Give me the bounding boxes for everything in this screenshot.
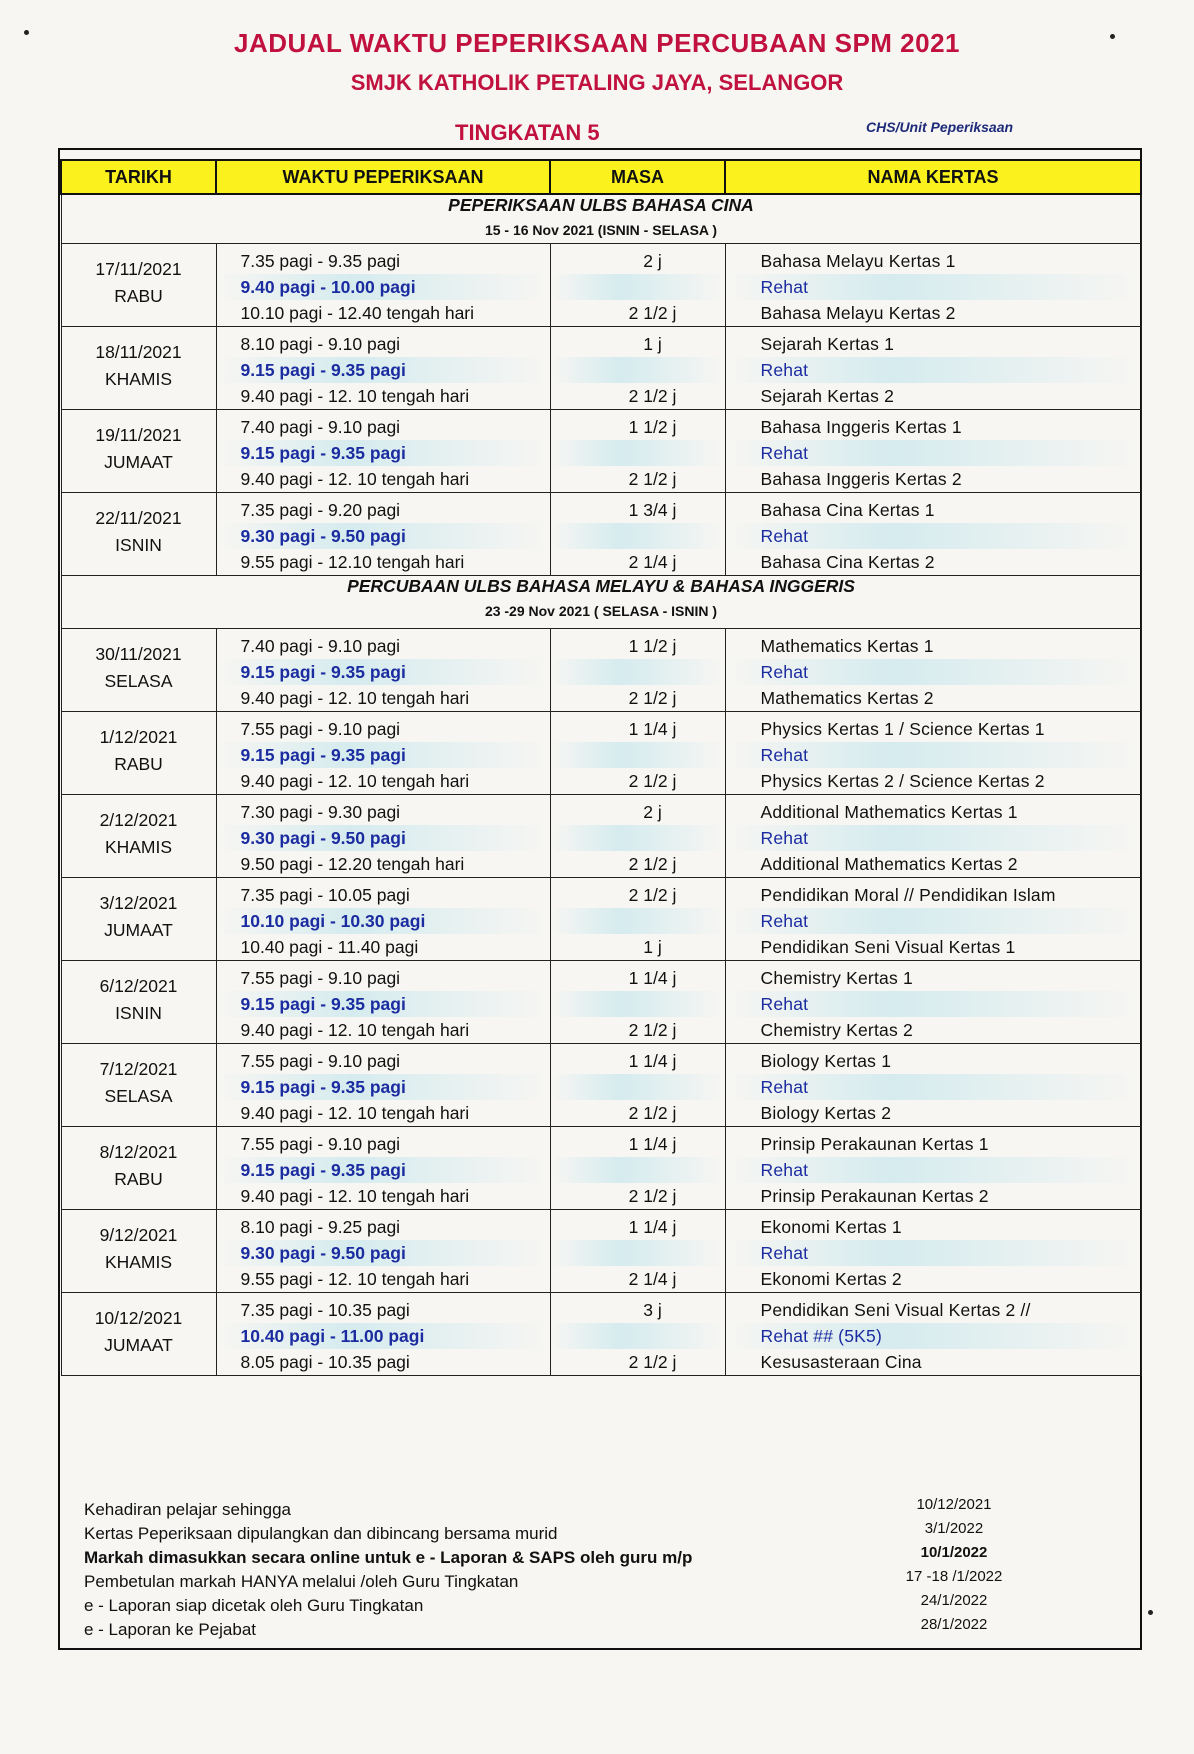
note-date: 24/1/2022 [920, 1592, 988, 1609]
section-header-row [61, 576, 1141, 629]
duration-value: 1 1/4 j [628, 968, 677, 988]
paper-name: Ekonomi Kertas 2 [760, 1269, 902, 1289]
paper-name: Kesusasteraan Cina [760, 1352, 922, 1372]
duration-value: 1 j [643, 334, 662, 354]
paper-name: Additional Mathematics Kertas 2 [760, 854, 1018, 874]
time-slot: 9.40 pagi - 12. 10 tengah hari [240, 1103, 470, 1123]
paper-cell [725, 795, 1141, 878]
duration-value: 2 1/2 j [628, 386, 677, 406]
paper-name: Rehat [726, 1157, 1141, 1183]
paper-cell [725, 1293, 1141, 1376]
paper-name: Sejarah Kertas 1 [760, 334, 895, 354]
exam-day: RABU [114, 1169, 163, 1189]
table-row [61, 878, 1141, 961]
time-cell [216, 493, 550, 576]
exam-date: 17/11/2021 [95, 259, 182, 279]
paper-name: Physics Kertas 1 / Science Kertas 1 [760, 719, 1045, 739]
schedule-body [61, 194, 1141, 1376]
exam-date: 9/12/2021 [99, 1225, 178, 1245]
duration-value [551, 1240, 725, 1266]
exam-date: 7/12/2021 [99, 1059, 178, 1079]
table-row [61, 795, 1141, 878]
note-text: e - Laporan ke Pejabat [84, 1620, 257, 1639]
table-header-row [61, 160, 1141, 194]
duration-value [551, 659, 725, 685]
duration-value: 2 1/2 j [628, 854, 677, 874]
exam-day: JUMAAT [104, 452, 173, 472]
paper-cell [725, 1210, 1141, 1293]
time-slot: 9.30 pagi - 9.50 pagi [217, 825, 550, 851]
time-slot: 9.40 pagi - 12. 10 tengah hari [240, 386, 470, 406]
paper-name: Bahasa Melayu Kertas 2 [760, 303, 956, 323]
date-cell [61, 493, 216, 576]
note-date: 10/12/2021 [916, 1496, 992, 1513]
date-cell [61, 961, 216, 1044]
paper-name: Rehat [726, 274, 1141, 300]
exam-day: JUMAAT [104, 920, 173, 940]
time-slot: 9.15 pagi - 9.35 pagi [217, 991, 550, 1017]
time-slot: 7.40 pagi - 9.10 pagi [240, 417, 401, 437]
duration-cell [550, 493, 725, 576]
time-cell [216, 244, 550, 327]
exam-day: KHAMIS [104, 369, 173, 389]
paper-name: Additional Mathematics Kertas 1 [760, 802, 1018, 822]
paper-name: Rehat [726, 523, 1141, 549]
time-cell [216, 712, 550, 795]
duration-value [551, 274, 725, 300]
date-cell [61, 1210, 216, 1293]
duration-value [551, 742, 725, 768]
exam-day: RABU [114, 286, 163, 306]
time-slot: 9.40 pagi - 12. 10 tengah hari [240, 1186, 470, 1206]
table-row [61, 493, 1141, 576]
time-slot: 9.55 pagi - 12.10 tengah hari [240, 552, 465, 572]
duration-value: 1 1/4 j [628, 719, 677, 739]
speck [1148, 1610, 1153, 1615]
table-row [61, 712, 1141, 795]
section-title: PEPERIKSAAN ULBS BAHASA CINA [448, 195, 754, 215]
paper-name: Rehat [726, 908, 1141, 934]
duration-value: 2 1/2 j [628, 469, 677, 489]
paper-name: Pendidikan Seni Visual Kertas 2 // [760, 1300, 1031, 1320]
duration-cell [550, 795, 725, 878]
paper-name: Rehat [726, 1074, 1141, 1100]
duration-value: 1 j [643, 937, 662, 957]
exam-day: JUMAAT [104, 1335, 173, 1355]
paper-cell [725, 712, 1141, 795]
duration-cell [550, 327, 725, 410]
paper-name: Prinsip Perakaunan Kertas 2 [760, 1186, 989, 1206]
exam-date: 3/12/2021 [99, 893, 178, 913]
time-cell [216, 410, 550, 493]
time-slot: 10.10 pagi - 10.30 pagi [217, 908, 550, 934]
unit-label: CHS/Unit Peperiksaan [866, 119, 1014, 135]
table-row [61, 961, 1141, 1044]
date-cell [61, 629, 216, 712]
section-subtitle: 15 - 16 Nov 2021 (ISNIN - SELASA ) [484, 222, 718, 238]
section-subtitle: 23 -29 Nov 2021 ( SELASA - ISNIN ) [484, 603, 718, 619]
time-slot: 9.30 pagi - 9.50 pagi [217, 1240, 550, 1266]
column-header-time: WAKTU PEPERIKSAAN [216, 160, 550, 194]
duration-value: 1 1/2 j [628, 636, 677, 656]
paper-name: Pendidikan Moral // Pendidikan Islam [760, 885, 1056, 905]
duration-value [551, 991, 725, 1017]
duration-value [551, 357, 725, 383]
time-slot: 9.40 pagi - 12. 10 tengah hari [240, 688, 470, 708]
duration-value: 2 j [643, 802, 662, 822]
paper-name: Prinsip Perakaunan Kertas 1 [760, 1134, 989, 1154]
duration-value [551, 1074, 725, 1100]
time-cell [216, 961, 550, 1044]
time-slot: 9.15 pagi - 9.35 pagi [217, 1157, 550, 1183]
duration-cell [550, 878, 725, 961]
table-row [61, 327, 1141, 410]
exam-day: SELASA [104, 671, 173, 691]
paper-cell [725, 629, 1141, 712]
paper-cell [725, 493, 1141, 576]
time-cell [216, 629, 550, 712]
date-cell [61, 795, 216, 878]
note-date: 3/1/2022 [924, 1520, 984, 1537]
time-slot: 9.40 pagi - 12. 10 tengah hari [240, 469, 470, 489]
duration-value [551, 908, 725, 934]
time-slot: 7.55 pagi - 9.10 pagi [240, 1134, 401, 1154]
paper-name: Mathematics Kertas 2 [760, 688, 934, 708]
note-text: Pembetulan markah HANYA melalui /oleh Guru Tingkatan [84, 1572, 519, 1591]
date-cell [61, 244, 216, 327]
table-row [61, 410, 1141, 493]
time-slot: 9.50 pagi - 12.20 tengah hari [240, 854, 465, 874]
exam-date: 19/11/2021 [95, 425, 182, 445]
exam-date: 1/12/2021 [99, 727, 178, 747]
duration-value: 2 1/2 j [628, 1103, 677, 1123]
time-slot: 8.10 pagi - 9.10 pagi [240, 334, 401, 354]
duration-cell [550, 629, 725, 712]
schedule-table [60, 159, 1142, 1376]
time-slot: 9.40 pagi - 10.00 pagi [217, 274, 550, 300]
paper-name: Rehat [726, 825, 1141, 851]
duration-value: 1 3/4 j [628, 500, 677, 520]
note-row [84, 1616, 1124, 1644]
time-cell [216, 1210, 550, 1293]
exam-day: SELASA [104, 1086, 173, 1106]
time-slot: 7.35 pagi - 9.20 pagi [240, 500, 401, 520]
time-slot: 10.10 pagi - 12.40 tengah hari [240, 303, 475, 323]
exam-day: ISNIN [115, 1003, 162, 1023]
paper-cell [725, 878, 1141, 961]
time-slot: 7.55 pagi - 9.10 pagi [240, 719, 401, 739]
duration-value: 2 1/2 j [628, 303, 677, 323]
duration-value: 3 j [643, 1300, 662, 1320]
time-slot: 9.15 pagi - 9.35 pagi [217, 440, 550, 466]
exam-date: 10/12/2021 [94, 1308, 183, 1328]
duration-cell [550, 1127, 725, 1210]
duration-value [551, 1323, 725, 1349]
duration-value: 2 1/4 j [628, 552, 677, 572]
time-slot: 9.15 pagi - 9.35 pagi [217, 357, 550, 383]
paper-name: Bahasa Inggeris Kertas 1 [760, 417, 962, 437]
page-title: JADUAL WAKTU PEPERIKSAAN PERCUBAAN SPM 2021 [233, 28, 961, 58]
duration-value: 2 1/2 j [628, 688, 677, 708]
exam-date: 22/11/2021 [95, 508, 182, 528]
paper-name: Biology Kertas 1 [760, 1051, 892, 1071]
duration-cell [550, 961, 725, 1044]
time-slot: 9.15 pagi - 9.35 pagi [217, 659, 550, 685]
duration-value: 1 1/4 j [628, 1134, 677, 1154]
time-slot: 8.05 pagi - 10.35 pagi [240, 1352, 410, 1372]
date-cell [61, 410, 216, 493]
time-slot: 9.40 pagi - 12. 10 tengah hari [240, 771, 470, 791]
paper-name: Biology Kertas 2 [760, 1103, 892, 1123]
duration-value: 2 1/2 j [628, 771, 677, 791]
section-header [61, 194, 1141, 244]
note-date: 10/1/2022 [920, 1544, 988, 1561]
duration-value: 1 1/2 j [628, 417, 677, 437]
note-date: 28/1/2022 [920, 1616, 988, 1633]
paper-name: Rehat [726, 659, 1141, 685]
time-slot: 7.55 pagi - 9.10 pagi [240, 1051, 401, 1071]
date-cell [61, 1127, 216, 1210]
exam-day: KHAMIS [104, 837, 173, 857]
time-slot: 7.40 pagi - 9.10 pagi [240, 636, 401, 656]
paper-name: Rehat [726, 357, 1141, 383]
time-slot: 10.40 pagi - 11.00 pagi [217, 1323, 550, 1349]
duration-value: 1 1/4 j [628, 1051, 677, 1071]
paper-cell [725, 1127, 1141, 1210]
duration-value: 2 1/2 j [628, 885, 677, 905]
time-slot: 9.15 pagi - 9.35 pagi [217, 742, 550, 768]
exam-day: RABU [114, 754, 163, 774]
paper-cell [725, 961, 1141, 1044]
paper-cell [725, 1044, 1141, 1127]
note-text: Markah dimasukkan secara online untuk e - Laporan & SAPS oleh guru m/p [84, 1548, 693, 1567]
paper-name: Ekonomi Kertas 1 [760, 1217, 902, 1237]
table-row [61, 1210, 1141, 1293]
time-slot: 9.40 pagi - 12. 10 tengah hari [240, 1020, 470, 1040]
duration-cell [550, 1210, 725, 1293]
school-name: SMJK KATHOLIK PETALING JAYA, SELANGOR [350, 70, 844, 95]
paper-name: Sejarah Kertas 2 [760, 386, 895, 406]
notes-section [84, 1496, 1124, 1644]
column-header-paper: NAMA KERTAS [725, 160, 1141, 194]
table-row [61, 629, 1141, 712]
section-title: PERCUBAAN ULBS BAHASA MELAYU & BAHASA INGGERIS [347, 576, 855, 596]
duration-value: 2 j [643, 251, 662, 271]
note-text: e - Laporan siap dicetak oleh Guru Tingkatan [84, 1596, 424, 1615]
section-header-row [61, 194, 1141, 244]
date-cell [61, 1044, 216, 1127]
paper-name: Bahasa Melayu Kertas 1 [760, 251, 956, 271]
time-slot: 7.35 pagi - 9.35 pagi [240, 251, 401, 271]
exam-day: KHAMIS [104, 1252, 173, 1272]
paper-cell [725, 410, 1141, 493]
exam-date: 8/12/2021 [99, 1142, 178, 1162]
duration-value: 2 1/2 j [628, 1352, 677, 1372]
time-slot: 9.15 pagi - 9.35 pagi [217, 1074, 550, 1100]
time-cell [216, 795, 550, 878]
paper-name: Bahasa Inggeris Kertas 2 [760, 469, 962, 489]
time-cell [216, 878, 550, 961]
column-header-date: TARIKH [61, 160, 216, 194]
paper-name: Physics Kertas 2 / Science Kertas 2 [760, 771, 1045, 791]
time-slot: 9.55 pagi - 12. 10 tengah hari [240, 1269, 470, 1289]
duration-value [551, 825, 725, 851]
paper-name: Chemistry Kertas 1 [760, 968, 913, 988]
date-cell [61, 1293, 216, 1376]
paper-name: Rehat [726, 440, 1141, 466]
time-slot: 7.35 pagi - 10.35 pagi [240, 1300, 410, 1320]
table-row [61, 1127, 1141, 1210]
paper-name: Bahasa Cina Kertas 2 [760, 552, 935, 572]
duration-cell [550, 410, 725, 493]
paper-name: Rehat ## (5K5) [726, 1323, 1141, 1349]
note-text: Kertas Peperiksaan dipulangkan dan dibincang bersama murid [84, 1524, 558, 1543]
note-date: 17 -18 /1/2022 [905, 1568, 1003, 1585]
column-header-duration: MASA [550, 160, 725, 194]
duration-cell [550, 1044, 725, 1127]
paper-name: Bahasa Cina Kertas 1 [760, 500, 935, 520]
paper-name: Rehat [726, 1240, 1141, 1266]
date-cell [61, 327, 216, 410]
duration-value [551, 440, 725, 466]
form-level: TINGKATAN 5 [455, 120, 600, 145]
table-row [61, 1293, 1141, 1376]
time-cell [216, 1127, 550, 1210]
paper-cell [725, 327, 1141, 410]
section-header [61, 576, 1141, 629]
time-cell [216, 327, 550, 410]
paper-name: Pendidikan Seni Visual Kertas 1 [760, 937, 1016, 957]
exam-date: 6/12/2021 [99, 976, 178, 996]
duration-value: 2 1/4 j [628, 1269, 677, 1289]
time-slot: 8.10 pagi - 9.25 pagi [240, 1217, 401, 1237]
paper-name: Mathematics Kertas 1 [760, 636, 934, 656]
exam-day: ISNIN [115, 535, 162, 555]
paper-name: Chemistry Kertas 2 [760, 1020, 913, 1040]
duration-value [551, 1157, 725, 1183]
table-row [61, 1044, 1141, 1127]
duration-value: 2 1/2 j [628, 1020, 677, 1040]
date-cell [61, 712, 216, 795]
time-slot: 9.30 pagi - 9.50 pagi [217, 523, 550, 549]
duration-value: 2 1/2 j [628, 1186, 677, 1206]
time-slot: 7.30 pagi - 9.30 pagi [240, 802, 401, 822]
time-slot: 7.35 pagi - 10.05 pagi [240, 885, 410, 905]
note-text: Kehadiran pelajar sehingga [84, 1500, 291, 1519]
duration-cell [550, 1293, 725, 1376]
time-slot: 7.55 pagi - 9.10 pagi [240, 968, 401, 988]
table-row [61, 244, 1141, 327]
date-cell [61, 878, 216, 961]
paper-name: Rehat [726, 991, 1141, 1017]
time-cell [216, 1293, 550, 1376]
exam-date: 30/11/2021 [95, 644, 182, 664]
time-slot: 10.40 pagi - 11.40 pagi [240, 937, 419, 957]
exam-date: 2/12/2021 [99, 810, 178, 830]
time-cell [216, 1044, 550, 1127]
paper-cell [725, 244, 1141, 327]
duration-value [551, 523, 725, 549]
duration-value: 1 1/4 j [628, 1217, 677, 1237]
duration-cell [550, 244, 725, 327]
exam-date: 18/11/2021 [95, 342, 182, 362]
duration-cell [550, 712, 725, 795]
paper-name: Rehat [726, 742, 1141, 768]
